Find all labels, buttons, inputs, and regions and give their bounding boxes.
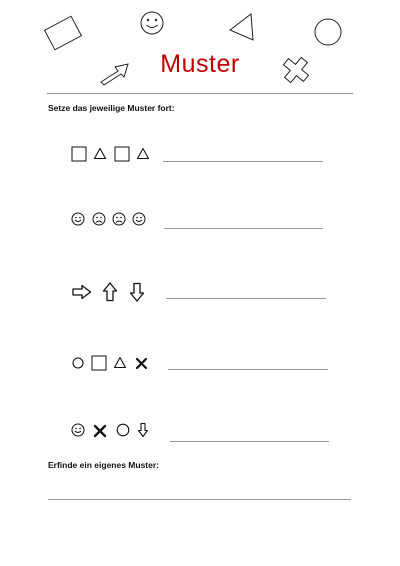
answer-line-5[interactable]	[170, 441, 329, 442]
square-icon	[91, 355, 107, 371]
triangle-icon	[136, 147, 150, 160]
page-title: Muster	[160, 50, 240, 78]
frown-icon	[92, 212, 106, 226]
x-icon	[93, 424, 107, 438]
answer-line-own-pattern[interactable]	[48, 499, 351, 500]
header-divider	[47, 93, 353, 94]
smiley-icon	[139, 10, 165, 36]
frown-icon	[112, 212, 126, 226]
square-icon	[114, 146, 130, 162]
square-icon	[71, 146, 87, 162]
smile-icon	[71, 423, 85, 437]
circle-icon	[72, 357, 84, 369]
arrow-down-icon	[129, 282, 145, 302]
triangle-icon	[93, 147, 107, 160]
smile-icon	[71, 212, 85, 226]
triangle-icon	[113, 356, 127, 369]
answer-line-3[interactable]	[166, 298, 326, 299]
circle-outline-icon	[312, 16, 344, 48]
x-icon	[135, 357, 148, 370]
arrow-up-icon	[102, 282, 118, 302]
answer-line-1[interactable]	[163, 161, 323, 162]
arrow-right-icon	[72, 284, 92, 300]
answer-line-2[interactable]	[164, 228, 323, 229]
arrow-down-small-icon	[137, 422, 149, 438]
circle-icon	[116, 423, 130, 437]
instruction-invent: Erfinde ein eigenes Muster:	[48, 460, 159, 470]
smile-icon	[132, 212, 146, 226]
rectangle-outline-icon	[40, 14, 86, 54]
answer-line-4[interactable]	[168, 369, 328, 370]
triangle-outline-icon	[226, 10, 258, 42]
instruction-continue: Setze das jeweilige Muster fort:	[48, 103, 175, 113]
